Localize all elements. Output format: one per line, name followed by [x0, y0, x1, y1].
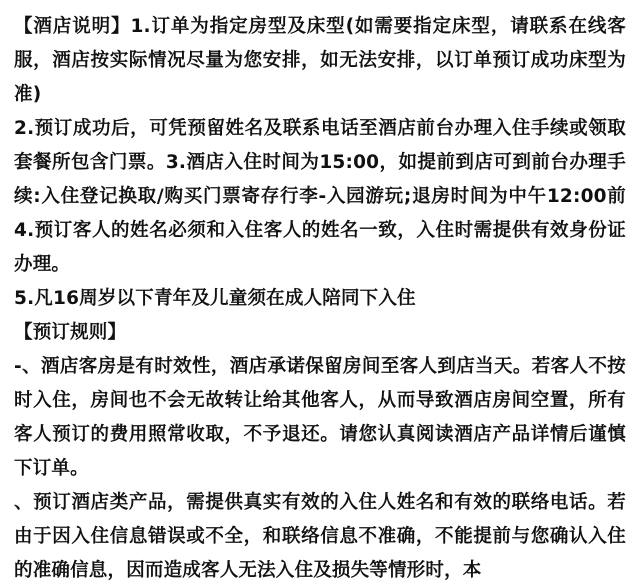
paragraph-booking-success: 2.预订成功后，可凭预留姓名及联系电话至酒店前台办理入住手续或领取套餐所包含门票。3.酒店入住时间为15:00，如提前到店可到前台办理手续:入住登记换取/购买门票寄存行李-入园游玩;退房时间为中午12:00前4.预订客人的姓名必须和入住客人的姓名一致，入住时需提供有效身份证办理。 [14, 118, 626, 275]
paragraph-rule-info-accuracy: 、预订酒店类产品，需提供真实有效的入住人姓名和有效的联络电话。若由于因入住信息错误或不全，和联络信息不准确，不能提前与您确认入住的准确信息，因而造成客人无法入住及损失等情形时，本 [14, 492, 626, 581]
paragraph-minor-policy: 5.凡16周岁以下青年及儿童须在成人陪同下入住 [14, 288, 416, 309]
section-heading-booking-rules: 【预订规则】 [14, 322, 127, 343]
paragraph-rule-timeliness: -、酒店客房是有时效性，酒店承诺保留房间至客人到店当天。若客人不按时入住，房间也不会无故转让给其他客人，从而导致酒店房间空置，所有客人预订的费用照常收取，不予退还。请您认真阅读酒店产品详情后谨慎下订单。 [14, 356, 626, 479]
paragraph-hotel-note: 【酒店说明】1.订单为指定房型及床型(如需要指定床型，请联系在线客服，酒店按实际情况尽量为您安排，如无法安排，以订单预订成功床型为准) [14, 16, 626, 105]
